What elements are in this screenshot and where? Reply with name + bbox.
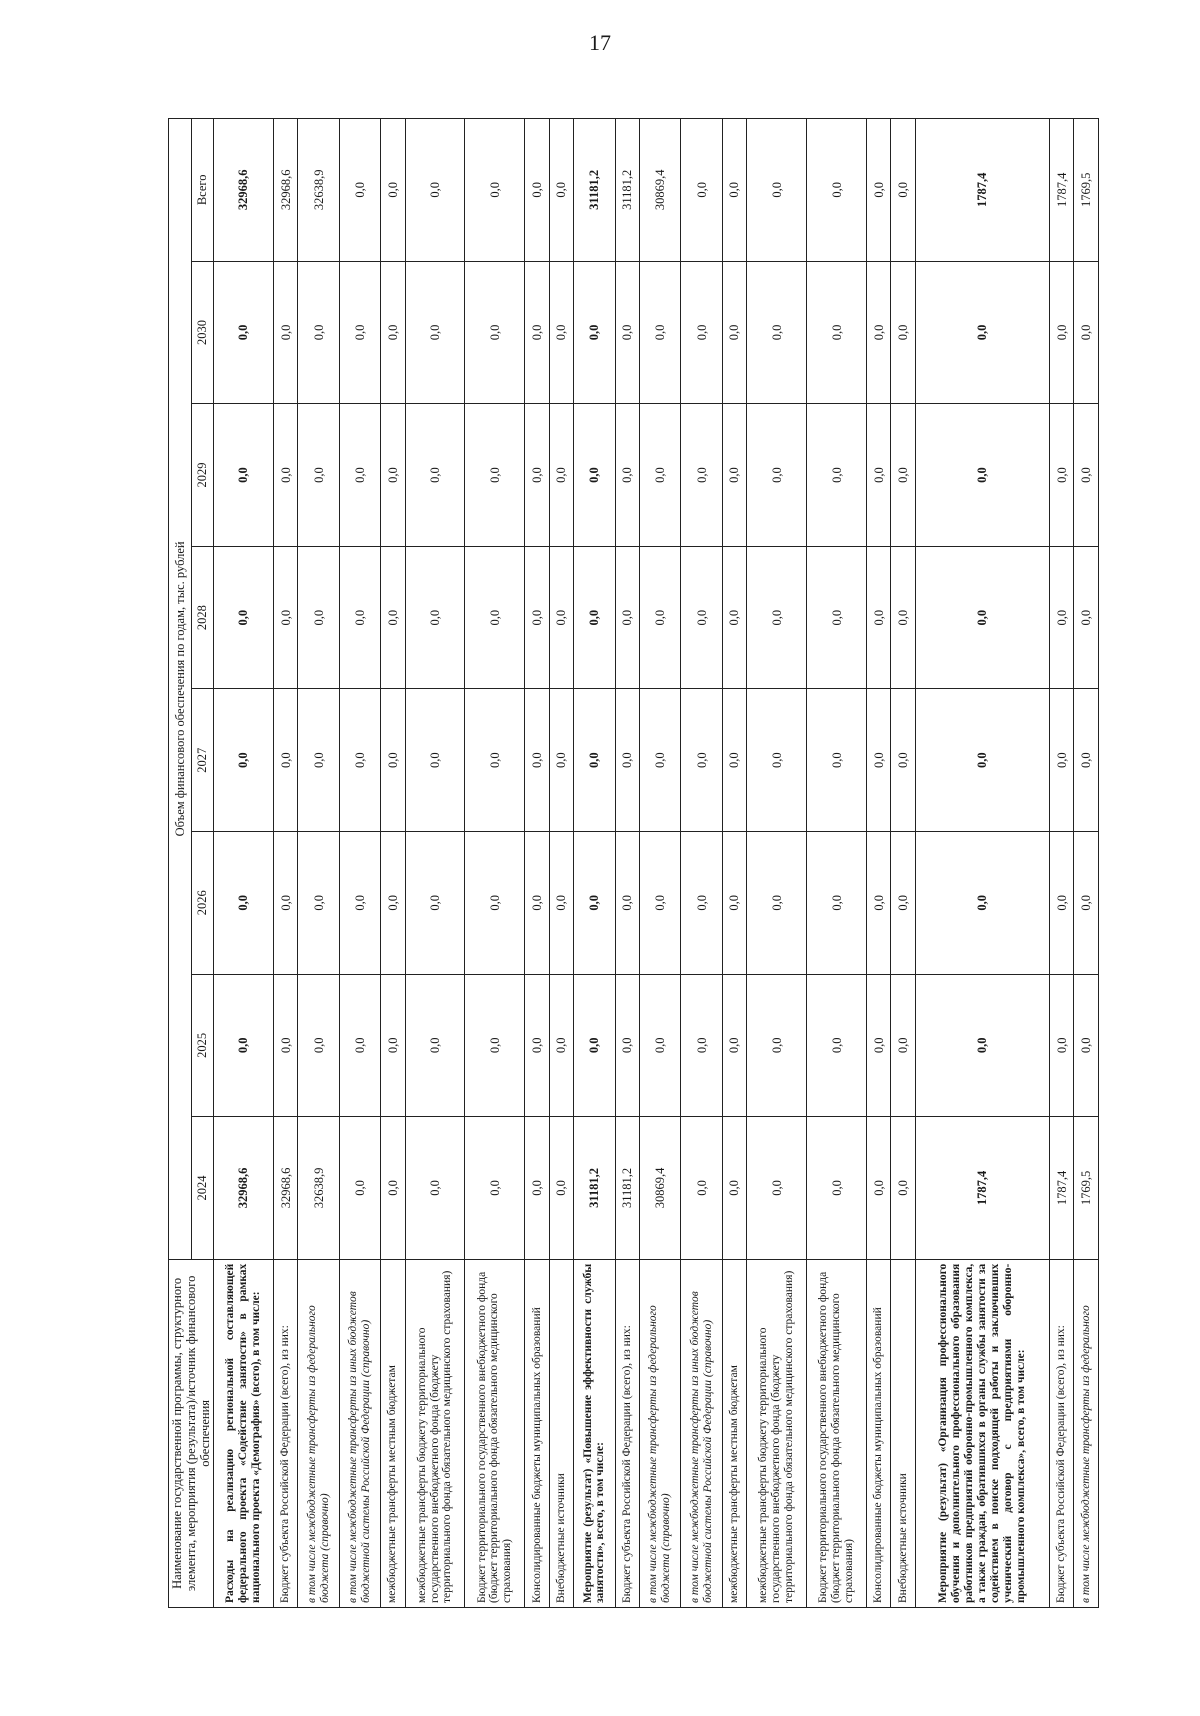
row-value: 32968,6	[214, 1117, 274, 1260]
row-value: 0,0	[273, 546, 297, 689]
row-value: 0,0	[574, 404, 615, 547]
table-row	[915, 119, 1049, 1608]
table-row	[866, 119, 890, 1608]
row-source-name: Внебюджетные источники	[891, 1259, 915, 1607]
row-value: 0,0	[891, 119, 915, 262]
financing-table	[168, 118, 1099, 1608]
row-value: 1769,5	[1074, 1117, 1099, 1260]
row-value: 0,0	[1074, 404, 1099, 547]
rotated-table-area	[168, 118, 1094, 1608]
row-value: 0,0	[549, 689, 573, 832]
table-row	[681, 119, 722, 1608]
row-value: 0,0	[640, 831, 681, 974]
row-value: 0,0	[640, 546, 681, 689]
rotated-table-container	[168, 118, 1094, 1608]
row-value: 0,0	[807, 689, 867, 832]
row-value: 0,0	[405, 119, 465, 262]
table-row	[640, 119, 681, 1608]
row-value: 0,0	[298, 974, 339, 1117]
row-value: 0,0	[1049, 831, 1073, 974]
row-value: 0,0	[747, 974, 807, 1117]
row-source-name: Консолидированные бюджеты муниципальных образований	[866, 1259, 890, 1607]
row-value: 0,0	[465, 261, 525, 404]
header-year: 2027	[191, 689, 214, 832]
row-value: 0,0	[747, 119, 807, 262]
row-source-name: Бюджет субъекта Российской Федерации (всего), из них:	[615, 1259, 639, 1607]
row-value: 0,0	[298, 404, 339, 547]
table-row	[339, 119, 380, 1608]
row-value: 0,0	[405, 404, 465, 547]
row-value: 0,0	[747, 404, 807, 547]
row-value: 0,0	[640, 974, 681, 1117]
row-value: 0,0	[465, 831, 525, 974]
row-value: 0,0	[273, 261, 297, 404]
row-value: 0,0	[339, 546, 380, 689]
row-value: 0,0	[298, 831, 339, 974]
table-row	[891, 119, 915, 1608]
row-value: 0,0	[891, 404, 915, 547]
row-value: 0,0	[891, 689, 915, 832]
header-year: 2030	[191, 261, 214, 404]
row-value: 0,0	[405, 974, 465, 1117]
row-value: 0,0	[807, 261, 867, 404]
row-value: 0,0	[681, 119, 722, 262]
row-value: 1787,4	[1049, 1117, 1073, 1260]
row-value: 0,0	[549, 1117, 573, 1260]
row-value: 0,0	[381, 546, 405, 689]
row-value: 0,0	[549, 831, 573, 974]
row-value: 0,0	[214, 261, 274, 404]
row-source-name: Бюджет субъекта Российской Федерации (всего), из них:	[1049, 1259, 1073, 1607]
row-value: 0,0	[339, 1117, 380, 1260]
row-source-name: Бюджет территориального государственного внебюджетного фонда (бюджет территориального фонда обязательного медицинского страхования)	[465, 1259, 525, 1607]
row-value: 0,0	[615, 689, 639, 832]
row-source-name: в том числе межбюджетные трансферты из иных бюджетов бюджетной системы Российской Федерации (справочно)	[339, 1259, 380, 1607]
row-value: 32968,6	[214, 119, 274, 262]
row-value: 0,0	[807, 404, 867, 547]
table-row	[574, 119, 615, 1608]
row-value: 0,0	[915, 546, 1049, 689]
table-row	[1074, 119, 1099, 1608]
row-value: 1787,4	[915, 119, 1049, 262]
row-value: 0,0	[722, 974, 746, 1117]
row-value: 0,0	[214, 689, 274, 832]
row-value: 0,0	[891, 831, 915, 974]
row-value: 0,0	[381, 261, 405, 404]
row-value: 0,0	[214, 404, 274, 547]
row-value: 0,0	[722, 404, 746, 547]
row-value: 0,0	[807, 831, 867, 974]
row-value: 0,0	[298, 261, 339, 404]
row-value: 0,0	[615, 974, 639, 1117]
header-year: Всего	[191, 119, 214, 262]
table-row	[615, 119, 639, 1608]
row-value: 0,0	[1074, 546, 1099, 689]
row-value: 0,0	[574, 546, 615, 689]
row-value: 0,0	[339, 119, 380, 262]
row-value: 0,0	[1074, 974, 1099, 1117]
row-value: 0,0	[722, 546, 746, 689]
table-body	[214, 119, 1099, 1608]
row-value: 0,0	[891, 546, 915, 689]
row-value: 0,0	[298, 546, 339, 689]
row-value: 0,0	[405, 1117, 465, 1260]
header-year: 2024	[191, 1117, 214, 1260]
row-source-name: Бюджет субъекта Российской Федерации (всего), из них:	[273, 1259, 297, 1607]
row-value: 0,0	[525, 261, 549, 404]
row-value: 0,0	[525, 831, 549, 974]
row-value: 0,0	[525, 546, 549, 689]
row-value: 0,0	[465, 689, 525, 832]
row-value: 0,0	[214, 831, 274, 974]
row-value: 31181,2	[574, 119, 615, 262]
row-value: 0,0	[681, 261, 722, 404]
row-value: 0,0	[339, 404, 380, 547]
row-value: 0,0	[339, 974, 380, 1117]
row-value: 0,0	[273, 689, 297, 832]
row-value: 0,0	[866, 119, 890, 262]
row-value: 0,0	[681, 404, 722, 547]
row-value: 0,0	[1049, 974, 1073, 1117]
row-value: 0,0	[465, 404, 525, 547]
row-source-name: в том числе межбюджетные трансферты из федерального бюджета (справочно)	[640, 1259, 681, 1607]
row-value: 0,0	[1074, 261, 1099, 404]
table-row	[298, 119, 339, 1608]
row-value: 0,0	[525, 974, 549, 1117]
row-value: 0,0	[866, 404, 890, 547]
row-value: 0,0	[615, 831, 639, 974]
row-value: 0,0	[525, 404, 549, 547]
row-value: 0,0	[722, 689, 746, 832]
row-value: 0,0	[807, 974, 867, 1117]
row-source-name: Консолидированные бюджеты муниципальных образований	[525, 1259, 549, 1607]
row-value: 0,0	[1049, 689, 1073, 832]
row-value: 0,0	[640, 404, 681, 547]
row-value: 0,0	[915, 831, 1049, 974]
row-value: 0,0	[405, 689, 465, 832]
row-value: 0,0	[681, 689, 722, 832]
row-value: 1769,5	[1074, 119, 1099, 262]
row-value: 0,0	[807, 546, 867, 689]
row-source-name: Внебюджетные источники	[549, 1259, 573, 1607]
row-value: 1787,4	[1049, 119, 1073, 262]
row-value: 0,0	[549, 546, 573, 689]
header-year: 2028	[191, 546, 214, 689]
row-value: 0,0	[525, 1117, 549, 1260]
row-value: 0,0	[615, 261, 639, 404]
row-value: 0,0	[525, 689, 549, 832]
row-value: 0,0	[549, 119, 573, 262]
row-source-name: в том числе межбюджетные трансферты из федерального бюджета (справочно)	[298, 1259, 339, 1607]
table-row	[525, 119, 549, 1608]
row-value: 0,0	[525, 119, 549, 262]
row-source-name: Мероприятие (результат) «Повышение эффективности службы занятости», всего, в том числе:	[574, 1259, 615, 1607]
row-value: 0,0	[866, 261, 890, 404]
row-value: 0,0	[866, 1117, 890, 1260]
row-value: 0,0	[891, 261, 915, 404]
row-value: 0,0	[722, 261, 746, 404]
row-value: 0,0	[915, 974, 1049, 1117]
row-value: 0,0	[381, 974, 405, 1117]
header-name-column: Наименование государственной программы, структурного элемента, мероприятия (результата)/источник финансового обеспечения	[169, 1259, 214, 1607]
row-value: 0,0	[381, 404, 405, 547]
row-source-name: межбюджетные трансферты бюджету территориального государственного внебюджетного фонда (бюджету территориального фонда обязательного медицинского страхования)	[747, 1259, 807, 1607]
row-value: 0,0	[747, 546, 807, 689]
table-row	[722, 119, 746, 1608]
row-value: 0,0	[615, 404, 639, 547]
row-value: 0,0	[214, 546, 274, 689]
row-value: 0,0	[866, 689, 890, 832]
table-row	[214, 119, 274, 1608]
row-value: 0,0	[549, 261, 573, 404]
row-value: 0,0	[866, 546, 890, 689]
row-value: 0,0	[298, 689, 339, 832]
row-value: 0,0	[381, 689, 405, 832]
row-source-name: Бюджет территориального государственного внебюджетного фонда (бюджет территориального фонда обязательного медицинского страхования)	[807, 1259, 867, 1607]
row-value: 0,0	[549, 404, 573, 547]
header-year: 2026	[191, 831, 214, 974]
row-value: 32638,9	[298, 119, 339, 262]
row-value: 0,0	[405, 831, 465, 974]
table-row	[405, 119, 465, 1608]
row-value: 0,0	[273, 974, 297, 1117]
row-value: 0,0	[465, 546, 525, 689]
row-value: 30869,4	[640, 1117, 681, 1260]
row-value: 0,0	[807, 1117, 867, 1260]
row-value: 0,0	[615, 546, 639, 689]
row-value: 0,0	[465, 119, 525, 262]
row-value: 30869,4	[640, 119, 681, 262]
row-value: 0,0	[915, 404, 1049, 547]
row-value: 0,0	[747, 1117, 807, 1260]
row-value: 0,0	[640, 261, 681, 404]
row-value: 31181,2	[615, 119, 639, 262]
row-value: 0,0	[381, 119, 405, 262]
row-value: 0,0	[465, 1117, 525, 1260]
row-value: 0,0	[722, 1117, 746, 1260]
row-value: 0,0	[681, 546, 722, 689]
table-row	[549, 119, 573, 1608]
row-value: 31181,2	[574, 1117, 615, 1260]
row-value: 0,0	[1049, 261, 1073, 404]
table-row	[1049, 119, 1073, 1608]
row-value: 32968,6	[273, 119, 297, 262]
row-value: 0,0	[214, 974, 274, 1117]
row-value: 0,0	[807, 119, 867, 262]
row-value: 32638,9	[298, 1117, 339, 1260]
row-value: 0,0	[574, 261, 615, 404]
row-value: 0,0	[339, 261, 380, 404]
table-row	[381, 119, 405, 1608]
row-source-name: в том числе межбюджетные трансферты из федерального	[1074, 1259, 1099, 1607]
row-source-name: Расходы на реализацию региональной составляющей федерального проекта «Содействие занятости» в рамках национального проекта «Демография» (всего), в том числе:	[214, 1259, 274, 1607]
row-value: 0,0	[273, 831, 297, 974]
header-year: 2025	[191, 974, 214, 1117]
row-source-name: межбюджетные трансферты местным бюджетам	[381, 1259, 405, 1607]
row-value: 0,0	[891, 1117, 915, 1260]
row-value: 0,0	[866, 974, 890, 1117]
row-value: 0,0	[640, 689, 681, 832]
row-value: 31181,2	[615, 1117, 639, 1260]
row-value: 0,0	[681, 831, 722, 974]
row-value: 0,0	[1074, 831, 1099, 974]
header-volume-group: Объем финансового обеспечения по годам, тыс. рублей	[169, 119, 192, 1260]
row-value: 0,0	[574, 831, 615, 974]
row-value: 0,0	[866, 831, 890, 974]
row-value: 0,0	[273, 404, 297, 547]
table-row	[747, 119, 807, 1608]
row-source-name: межбюджетные трансферты бюджету территориального государственного внебюджетного фонда (бюджету территориального фонда обязательного медицинского страхования)	[405, 1259, 465, 1607]
row-value: 0,0	[381, 831, 405, 974]
row-source-name: Мероприятие (результат) «Организация профессионального обучения и дополнительного профессионального образования работников предприятий оборонно-промышленного комплекса, а также граждан, обратившихся в органы службы занятости за содействием в поиске подходящей работы и заключивших ученический договор с предприятиями оборонно-промышленного комплекса», всего, в том числе:	[915, 1259, 1049, 1607]
row-value: 0,0	[549, 974, 573, 1117]
row-value: 0,0	[465, 974, 525, 1117]
row-value: 0,0	[747, 689, 807, 832]
table-header	[169, 119, 214, 1608]
row-value: 0,0	[405, 261, 465, 404]
page-number: 17	[589, 30, 611, 55]
row-value: 0,0	[1074, 689, 1099, 832]
table-row	[273, 119, 297, 1608]
row-value: 0,0	[722, 831, 746, 974]
row-value: 0,0	[1049, 404, 1073, 547]
row-value: 0,0	[915, 261, 1049, 404]
row-value: 0,0	[1049, 546, 1073, 689]
row-value: 0,0	[747, 261, 807, 404]
row-value: 0,0	[574, 689, 615, 832]
header-year: 2029	[191, 404, 214, 547]
row-value: 0,0	[747, 831, 807, 974]
row-value: 0,0	[339, 689, 380, 832]
row-value: 0,0	[722, 119, 746, 262]
row-source-name: межбюджетные трансферты местным бюджетам	[722, 1259, 746, 1607]
row-value: 0,0	[681, 974, 722, 1117]
row-source-name: в том числе межбюджетные трансферты из иных бюджетов бюджетной системы Российской Федерации (справочно)	[681, 1259, 722, 1607]
table-row	[465, 119, 525, 1608]
header-row-group	[169, 119, 192, 1608]
row-value: 0,0	[915, 689, 1049, 832]
row-value: 0,0	[339, 831, 380, 974]
row-value: 0,0	[681, 1117, 722, 1260]
table-row	[807, 119, 867, 1608]
row-value: 0,0	[405, 546, 465, 689]
row-value: 32968,6	[273, 1117, 297, 1260]
row-value: 0,0	[381, 1117, 405, 1260]
row-value: 0,0	[574, 974, 615, 1117]
row-value: 0,0	[891, 974, 915, 1117]
row-value: 1787,4	[915, 1117, 1049, 1260]
